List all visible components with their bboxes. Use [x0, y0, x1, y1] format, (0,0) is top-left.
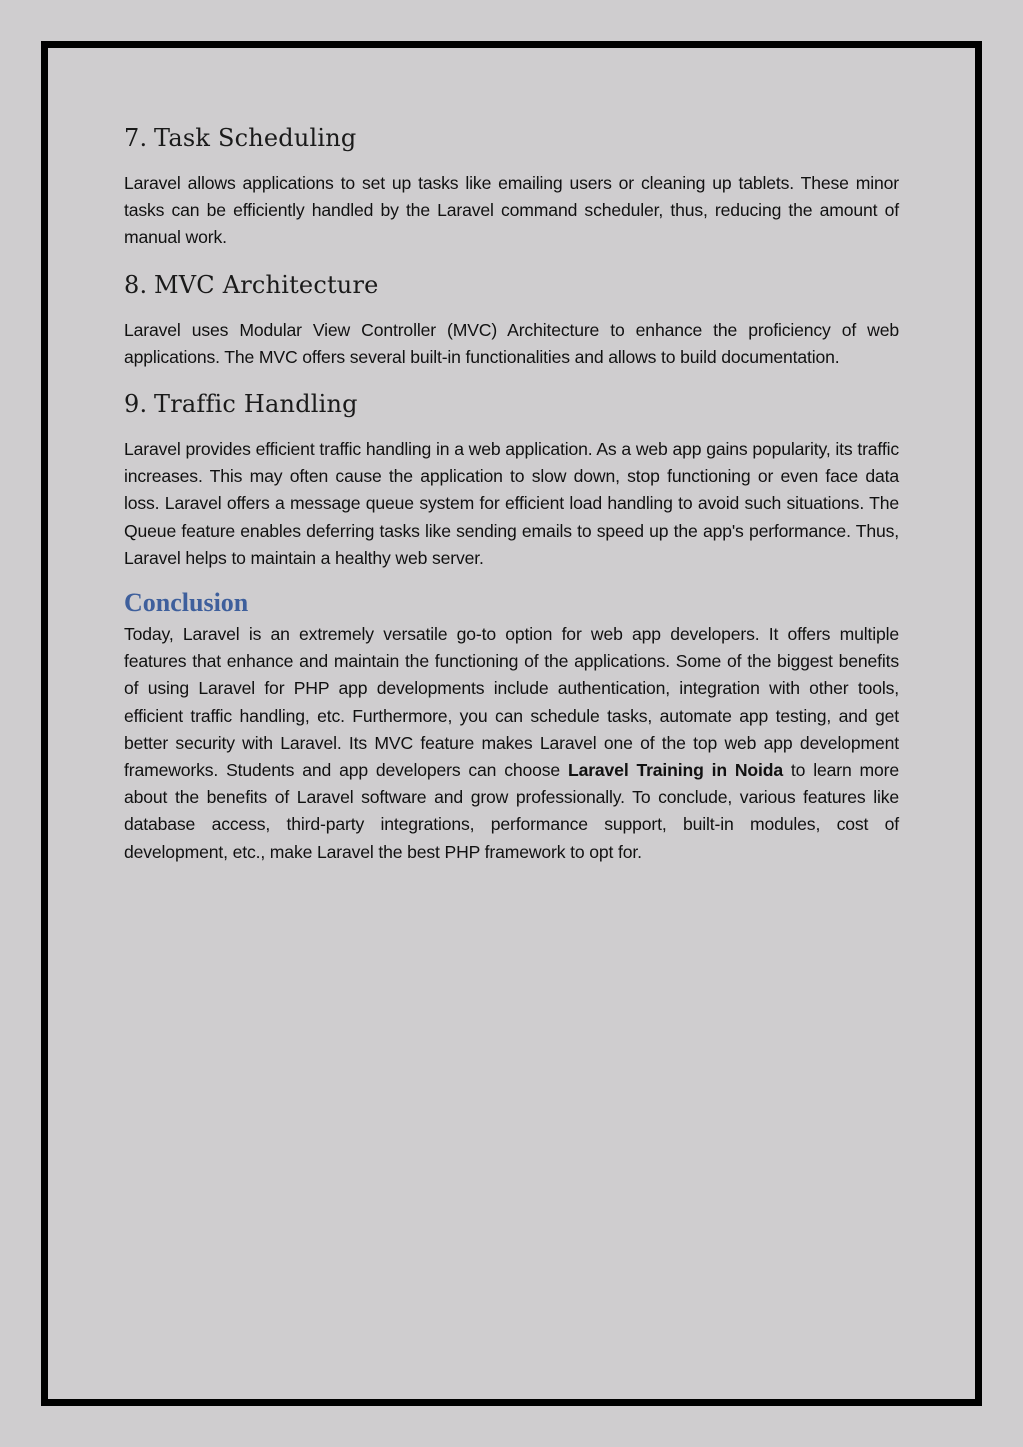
conclusion-body: [124, 621, 899, 866]
section-number: 7.: [124, 124, 148, 152]
conclusion-heading: Conclusion: [124, 588, 249, 618]
section-number: 9.: [124, 390, 148, 419]
section-heading-task-scheduling: [124, 120, 899, 156]
section-title: Task Scheduling: [154, 124, 357, 152]
section-body-mvc-architecture: Laravel uses Modular View Controller (MVC) Architecture to enhance the proficiency of web applications. The MVC offers several built-in functionalities and allows to build documentation.: [124, 319, 899, 367]
conclusion-text-start: Today, Laravel is an extremely versatile go-to option for web app developers. It offers multiple features that enhance and maintain the functioning of the applications. Some of the biggest benefits of using Laravel for PHP app developments include authentication, integration with other tools, efficient traffic handling, etc. Furthermore, you can schedule tasks, automate app testing, and get better security with Laravel. Its MVC feature makes Laravel one of the top web app development frameworks. Students and app developers can choose: [124, 624, 899, 781]
section-number: 8.: [124, 270, 148, 299]
section-title: MVC Architecture: [154, 270, 379, 299]
section-heading-mvc-architecture: [124, 267, 899, 303]
section-title: Traffic Handling: [154, 390, 358, 419]
section-body-traffic-handling: Laravel provides efficient traffic handling in a web application. As a web app gains popularity, its traffic increases. This may often cause the application to slow down, stop functioning or even face data loss. Laravel offers a message queue system for efficient load handling to avoid such situations. The Queue feature enables deferring tasks like sending emails to speed up the app's performance. Thus, Laravel helps to maintain a healthy web server.: [124, 439, 899, 568]
document-content: [124, 120, 899, 881]
section-body-task-scheduling: Laravel allows applications to set up tasks like emailing users or cleaning up tablets. These minor tasks can be efficiently handled by the Laravel command scheduler, thus, reducing the amount of manual work.: [124, 173, 899, 248]
section-heading-traffic-handling: [124, 386, 899, 422]
conclusion-bold-link-text: Laravel Training in Noida: [567, 760, 784, 781]
conclusion-text-end: to learn more about the benefits of Laravel software and grow professionally. To conclude, various features like database access, third-party integrations, performance support, built-in modules, cost of development, etc., make Laravel the best PHP framework to opt for.: [124, 760, 900, 862]
